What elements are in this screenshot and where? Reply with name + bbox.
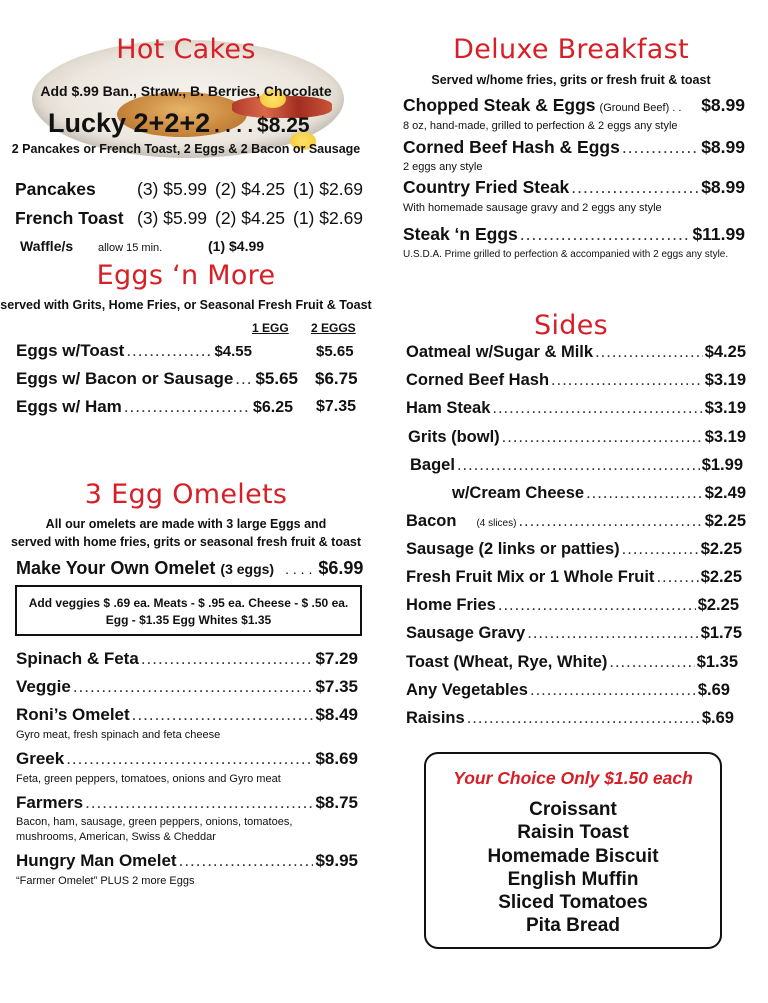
item-name: Sausage (2 links or patties) (406, 540, 620, 558)
choice-item-sliced-tomatoes: Sliced Tomatoes (498, 892, 648, 913)
side-item-ham-steak (406, 399, 746, 418)
dot-leader (622, 540, 699, 559)
menu-item-steak-n-eggs (403, 224, 745, 245)
item-price: $8.99 (701, 137, 745, 157)
price-2: (2) $4.25 (215, 179, 286, 199)
item-price: $7.35 (315, 677, 358, 696)
price-1-egg: $5.65 (255, 369, 298, 388)
item-price: $1.99 (701, 456, 743, 474)
menu-item-spinach-feta (16, 649, 358, 669)
lucky-price: $8.25 (257, 114, 310, 137)
item-price: $9.95 (315, 851, 358, 870)
menu-item-hungry-man (16, 851, 358, 871)
item-name: Pancakes (15, 179, 96, 199)
menu-item-greek (16, 749, 358, 769)
chopped-steak-desc: 8 oz, hand-made, grilled to perfection & 2 eggs any style (403, 120, 678, 132)
dot-leader (179, 851, 314, 871)
side-item-sausage-gravy (406, 624, 742, 643)
ronis-omelet-desc: Gyro meat, fresh spinach and feta cheese (16, 729, 221, 741)
farmers-desc-2: mushrooms, American, Swiss & Cheddar (16, 831, 216, 843)
item-name: Steak ‘n Eggs (403, 224, 518, 244)
lucky-description: 2 Pancakes or French Toast, 2 Eggs & 2 Bacon or Sausage (11, 142, 361, 156)
menu-item-corned-beef-hash-eggs (403, 137, 745, 158)
greek-desc: Feta, green peppers, tomatoes, onions and Gyro meat (16, 773, 281, 785)
item-name: Greek (16, 749, 65, 768)
dot-leader (73, 677, 314, 697)
item-price: $1.75 (700, 624, 742, 642)
item-price: $.69 (701, 709, 734, 727)
price-2-eggs: $7.35 (316, 398, 357, 415)
item-price: $8.99 (701, 177, 745, 197)
menu-item-eggs-bacon-sausage (16, 369, 298, 389)
item-price: $2.25 (700, 540, 742, 558)
farmers-desc-1: Bacon, ham, sausage, green peppers, onions, tomatoes, (16, 816, 293, 828)
addons-line-2: Egg - $1.35 Egg Whites $1.35 (105, 613, 272, 627)
dot-leader (235, 369, 253, 389)
dot-leader (520, 224, 691, 245)
deluxe-title: Deluxe Breakfast (453, 34, 689, 65)
item-price: $2.25 (704, 512, 746, 530)
choice-item-homemade-biscuit: Homemade Biscuit (487, 846, 659, 867)
side-item-cream-cheese (452, 484, 746, 503)
item-name: Farmers (16, 793, 84, 812)
item-name: Corned Beef Hash & Eggs (403, 137, 620, 157)
price-2-eggs: $5.65 (316, 343, 354, 360)
item-note: (4 slices) (476, 518, 517, 529)
choice-item-raisin-toast: Raisin Toast (517, 822, 629, 843)
item-name: Bacon (406, 512, 457, 530)
item-price: $2.25 (697, 596, 739, 614)
item-name: Fresh Fruit Mix or 1 Whole Fruit (406, 568, 655, 586)
choice-item-english-muffin: English Muffin (507, 869, 639, 890)
side-item-corned-beef-hash (406, 371, 746, 390)
dot-leader (124, 397, 251, 417)
country-fried-steak-desc: With homemade sausage gravy and 2 eggs any style (403, 202, 662, 214)
omelets-title: 3 Egg Omelets (84, 479, 288, 510)
corned-beef-hash-eggs-desc: 2 eggs any style (403, 161, 483, 173)
item-price: (1) $4.99 (208, 238, 265, 254)
dot-leader (622, 137, 699, 158)
column-1-egg: 1 EGG (252, 321, 289, 335)
omelets-desc-1: All our omelets are made with 3 large Eggs and (45, 517, 327, 531)
dot-leader (85, 793, 313, 813)
choice-item-croissant: Croissant (529, 799, 617, 820)
price-1: (1) $2.69 (293, 208, 364, 228)
column-2-eggs: 2 EGGS (311, 321, 356, 335)
dot-leader (518, 512, 702, 531)
menu-item-french-toast (15, 208, 363, 229)
item-name: Corned Beef Hash (406, 371, 550, 389)
item-name: Home Fries (406, 596, 496, 614)
item-note: allow 15 min. (98, 242, 163, 254)
item-price: $8.75 (315, 793, 358, 812)
hungry-man-desc: “Farmer Omelet” PLUS 2 more Eggs (16, 875, 195, 887)
side-item-raisins (406, 709, 734, 728)
dot-leader (141, 649, 314, 669)
dot-leader (571, 177, 699, 198)
price-3: (3) $5.99 (137, 208, 208, 228)
price-3: (3) $5.99 (137, 179, 208, 199)
item-name: Bagel (410, 456, 455, 474)
item-name: Eggs w/ Ham (16, 397, 122, 416)
item-note: (3 eggs) (220, 561, 275, 577)
price-1-egg: $6.25 (252, 399, 293, 416)
lucky-dots: . . . . (214, 115, 254, 137)
item-name: Toast (Wheat, Rye, White) (406, 653, 608, 671)
side-item-toast (406, 653, 738, 672)
dot-leader (586, 484, 703, 503)
menu-item-pancakes (15, 179, 363, 200)
item-name: French Toast (15, 208, 124, 228)
item-name: Eggs w/ Bacon or Sausage (16, 369, 234, 388)
hot-cakes-addons: Add $.99 Ban., Straw., B. Berries, Chocolate (40, 83, 332, 99)
steak-n-eggs-desc: U.S.D.A. Prime grilled to perfection & accompanied with 2 eggs any style. (403, 249, 729, 260)
item-name: Sausage Gravy (406, 624, 526, 642)
item-name: Waffle/s (20, 238, 74, 254)
dot-leader (132, 705, 314, 725)
side-item-fresh-fruit (406, 568, 742, 587)
dot-leader (457, 456, 700, 475)
sides-title: Sides (534, 310, 608, 341)
dot-leader (551, 371, 703, 390)
item-note: (Ground Beef) . . (599, 102, 682, 114)
side-item-sausage (406, 540, 742, 559)
item-price: $3.19 (704, 428, 746, 446)
lucky-name: Lucky 2+2+2 (48, 108, 211, 138)
item-price: $1.35 (696, 653, 738, 671)
item-price: $8.69 (315, 749, 358, 768)
side-item-bacon (406, 512, 746, 531)
eggs-n-more-subtitle: served with Grits, Home Fries, or Seasonal Fresh Fruit & Toast (0, 298, 372, 312)
your-choice-title: Your Choice Only $1.50 each (453, 768, 693, 788)
item-name: Raisins (406, 709, 465, 727)
dot-leader (595, 343, 703, 362)
item-price: $.69 (697, 681, 730, 699)
omelet-addons-box (15, 585, 362, 636)
menu-item-country-fried-steak (403, 177, 745, 198)
side-item-bagel (410, 456, 743, 475)
item-name: Ham Steak (406, 399, 491, 417)
dot-leader (498, 596, 696, 615)
hot-cakes-title: Hot Cakes (116, 34, 256, 65)
price-2-eggs: $6.75 (315, 369, 358, 388)
deluxe-subtitle: Served w/home fries, grits or fresh fruit & toast (431, 73, 711, 87)
item-price: $6.99 (318, 558, 364, 578)
menu-item-chopped-steak (403, 95, 745, 116)
price-2: (2) $4.25 (215, 208, 286, 228)
item-price: $8.49 (315, 705, 358, 724)
menu-item-eggs-toast (16, 341, 252, 361)
menu-item-make-your-own (16, 558, 363, 579)
item-name: Country Fried Steak (403, 177, 570, 197)
price-1-egg: $4.55 (214, 343, 252, 360)
menu-item-waffles (20, 238, 264, 254)
dot-leader (492, 399, 702, 418)
item-name: w/Cream Cheese (452, 484, 585, 502)
side-item-home-fries (406, 596, 739, 615)
omelets-desc-2: served with home fries, grits or seasonal fresh fruit & toast (10, 535, 362, 549)
menu-item-farmers (16, 793, 358, 813)
item-name: Spinach & Feta (16, 649, 139, 668)
item-name: Any Vegetables (406, 681, 528, 699)
side-item-any-vegetables (406, 681, 730, 700)
side-item-grits (408, 428, 746, 447)
item-price: $4.25 (704, 343, 746, 361)
item-name: Hungry Man Omelet (16, 851, 177, 870)
addons-line-1: Add veggies $ .69 ea. Meats - $ .95 ea. Cheese - $ .50 ea. (28, 596, 349, 610)
item-price: $3.19 (704, 399, 746, 417)
dot-leader (530, 681, 696, 700)
item-price: $2.49 (704, 484, 746, 502)
item-name: Grits (bowl) (408, 428, 500, 446)
your-choice-box (424, 752, 722, 949)
item-name: Eggs w/Toast (16, 341, 125, 360)
dot-leader (609, 653, 694, 672)
item-price: $8.99 (701, 95, 745, 115)
menu-item-eggs-ham (16, 397, 293, 417)
menu-item-ronis-omelet (16, 705, 358, 725)
item-name: Oatmeal w/Sugar & Milk (406, 343, 594, 361)
item-price: $7.29 (315, 649, 358, 668)
side-item-oatmeal (406, 343, 746, 362)
dot-leader (66, 749, 313, 769)
item-price: $2.25 (700, 568, 742, 586)
dot-leader (656, 568, 698, 587)
item-name: Veggie (16, 677, 71, 696)
item-name: Chopped Steak & Eggs (403, 95, 596, 115)
dot-leader (126, 341, 212, 361)
item-name: Roni’s Omelet (16, 705, 130, 724)
dot-leader: . . . . (285, 561, 313, 577)
menu-item-veggie (16, 677, 358, 697)
lucky-special (48, 108, 310, 139)
price-1: (1) $2.69 (293, 179, 364, 199)
dot-leader (502, 428, 703, 447)
dot-leader (467, 709, 700, 728)
item-price: $3.19 (704, 371, 746, 389)
item-price: $11.99 (692, 224, 745, 244)
dot-leader (527, 624, 698, 643)
item-name: Make Your Own Omelet (16, 558, 216, 578)
choice-item-pita-bread: Pita Bread (526, 915, 620, 936)
eggs-n-more-title: Eggs ‘n More (96, 260, 276, 291)
